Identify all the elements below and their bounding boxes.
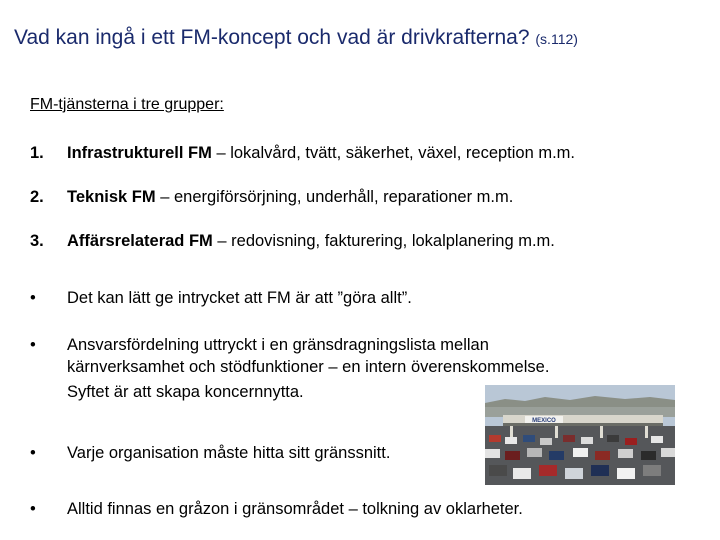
item-heading: Teknisk FM (67, 188, 156, 206)
bullet-marker: • (30, 289, 36, 307)
bullet-text: Alltid finnas en gråzon i gränsområdet – tolkning av oklarheter. (67, 500, 523, 518)
item-description: – lokalvård, tvätt, säkerhet, växel, reception m.m. (211, 144, 576, 162)
item-text (67, 142, 687, 164)
bullet-text: Det kan lätt ge intrycket att FM är att ”göra allt”. (67, 289, 412, 307)
bullet-line: Syftet är att skapa koncernnytta. (67, 383, 304, 401)
item-heading: Infrastrukturell FM (67, 144, 212, 162)
item-description: – energiförsörjning, underhåll, reparationer m.m. (155, 188, 514, 206)
border-crossing-photo (485, 385, 675, 485)
slide-title (14, 26, 714, 50)
item-number: 2. (30, 188, 44, 206)
title-page-reference: (s.112) (535, 31, 578, 47)
item-text (67, 230, 687, 252)
photo-sign-text: MEXICO (532, 418, 556, 424)
item-text (67, 186, 687, 208)
item-number: 1. (30, 144, 44, 162)
item-number: 3. (30, 232, 44, 250)
bullet-line: kärnverksamhet och stödfunktioner – en intern överenskommelse. (67, 358, 550, 376)
intro-text: FM-tjänsterna i tre grupper: (30, 96, 224, 113)
item-heading: Affärsrelaterad FM (67, 232, 213, 250)
bullet-marker: • (30, 500, 36, 518)
bullet-line: Ansvarsfördelning uttryckt i en gränsdragningslista mellan (67, 336, 489, 354)
bullet-marker: • (30, 336, 36, 354)
bullet-text: Varje organisation måste hitta sitt gränssnitt. (67, 444, 391, 462)
bullet-marker: • (30, 444, 36, 462)
item-description: – redovisning, fakturering, lokalplanering m.m. (212, 232, 555, 250)
title-main: Vad kan ingå i ett FM-koncept och vad är drivkrafterna? (14, 26, 530, 49)
